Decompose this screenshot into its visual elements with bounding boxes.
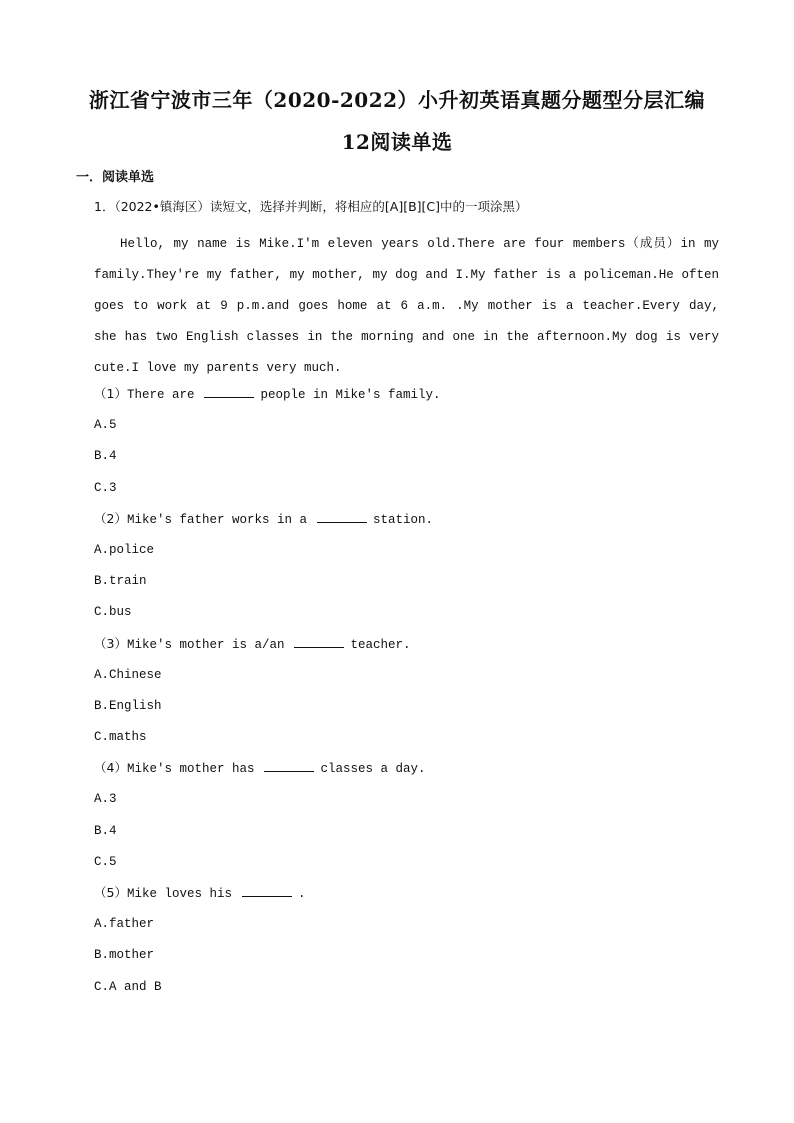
subquestion-stem xyxy=(94,384,719,415)
section-heading: 一．阅读单选 xyxy=(76,170,155,185)
stem-before: There are xyxy=(126,388,195,402)
option-b[interactable]: B.4 xyxy=(94,823,117,838)
option-a[interactable]: A.5 xyxy=(94,418,117,433)
question-source: （2022•镇海区）读短文，选择并判断，将相应的[A][B][C]中的一项涂黑） xyxy=(114,199,528,214)
subquestion-number: （2） xyxy=(94,510,127,526)
stem-before: Mike loves his xyxy=(126,887,232,901)
subquestion-stem xyxy=(94,758,719,789)
option-c[interactable]: C.bus xyxy=(94,605,132,620)
option-c[interactable]: C.maths xyxy=(94,730,147,745)
answer-blank xyxy=(264,759,314,772)
option-b[interactable]: B.English xyxy=(94,698,162,713)
option-a[interactable]: A.3 xyxy=(94,792,117,807)
question-number: 1． xyxy=(94,199,115,214)
subquestion-list xyxy=(94,384,719,1008)
subquestion-stem xyxy=(94,883,719,914)
stem-after: . xyxy=(297,887,306,901)
option-c[interactable]: C.5 xyxy=(94,854,117,869)
option-b[interactable]: B.mother xyxy=(94,948,155,963)
subquestion-number: （3） xyxy=(94,635,127,651)
option-b[interactable]: B.4 xyxy=(94,449,117,464)
stem-after: teacher. xyxy=(350,637,411,652)
option-b[interactable]: B.train xyxy=(94,574,147,589)
subquestion-number: （4） xyxy=(94,760,127,776)
document-title-line2: 12阅读单选 xyxy=(341,130,453,154)
stem-before: Mike's father works in a xyxy=(126,512,307,527)
subquestion-number: （1） xyxy=(94,386,127,401)
stem-before: Mike's mother has xyxy=(126,762,255,777)
stem-after: people in Mike's family. xyxy=(260,388,441,402)
stem-after: station. xyxy=(372,512,433,527)
answer-blank xyxy=(204,385,254,398)
question-header xyxy=(94,197,528,215)
stem-before: Mike's mother is a/an xyxy=(126,637,285,652)
subquestion-stem xyxy=(94,509,719,540)
answer-blank xyxy=(242,884,292,897)
option-a[interactable]: A.father xyxy=(94,917,155,932)
subquestion-stem xyxy=(94,634,719,665)
option-a[interactable]: A.police xyxy=(94,542,155,557)
stem-after: classes a day. xyxy=(320,762,426,777)
option-c[interactable]: C.3 xyxy=(94,480,117,495)
option-a[interactable]: A.Chinese xyxy=(94,667,162,682)
option-c[interactable]: C.A and B xyxy=(94,979,162,994)
document-title-line1: 浙江省宁波市三年（2020-2022）小升初英语真题分题型分层汇编 xyxy=(88,88,706,112)
subquestion-number: （5） xyxy=(94,885,127,900)
answer-blank xyxy=(317,510,367,523)
answer-blank xyxy=(294,635,344,648)
reading-passage: Hello, my name is Mike.I'm eleven years old.There are four members（成员）in my family.They're my father, my mother, my dog and I.My father is a policeman.He often goes to work at 9 p.m.and goes home at 6 a.m. .My mother is a teacher.Every day, she has two English classes in the morning and one in the afternoon.My dog is very cute.I love my parents very much. xyxy=(94,237,719,375)
